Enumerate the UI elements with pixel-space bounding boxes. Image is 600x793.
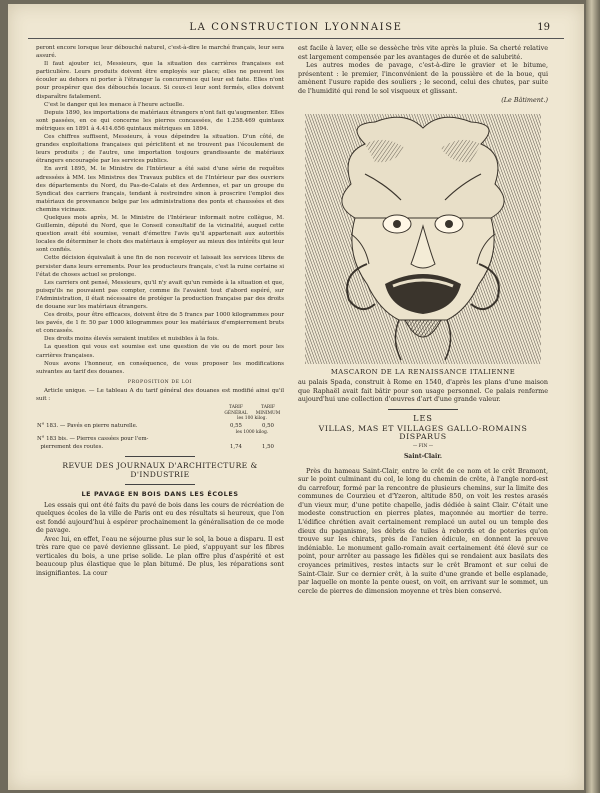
right-column — [298, 44, 548, 595]
journal-title: LA CONSTRUCTION LYONNAISE — [189, 22, 403, 33]
tariff-col-general: TARIF GÉNÉRAL — [224, 405, 248, 416]
tariff-table — [36, 405, 284, 451]
article-subtitle: — FIN — — [412, 444, 434, 450]
left-column — [36, 44, 284, 578]
mascaron-engraving — [305, 114, 541, 364]
page-edge — [586, 0, 600, 793]
tariff-unit: les 1000 kilog. — [235, 429, 269, 435]
proposition-heading: PROPOSITION DE LOI — [127, 379, 193, 385]
figure-caption: MASCARON DE LA RENAISSANCE ITALIENNE — [330, 368, 516, 377]
article-paragraph: Article unique. — Le tableau A du tarif général des douanes est modifié ainsi qu'il suit : — [36, 387, 284, 403]
series-prefix: LES — [413, 414, 433, 424]
paragraph: La question qui vous est soumise est une question de vie ou de mort pour les carrières françaises. — [36, 344, 284, 359]
paragraph: Avec lui, en effet, l'eau ne séjourne plus sur le sol, la boue a disparu. Il est très rare que ce pavé devienne glissant. Le pied, s'appuyant sur les fibres verticales du bois, a une prise solide. Le plan offre plus d'aspérité et est beaucoup plus élastique que le plan bitumé. De plus, les réparations sont insignifiantes. La cour — [36, 535, 284, 577]
article-title: LE PAVAGE EN BOIS DANS LES ÉCOLES — [81, 489, 239, 498]
table-row — [36, 435, 284, 451]
section-title: REVUE DES JOURNAUX D'ARCHITECTURE & D'INDUSTRIE — [62, 461, 258, 479]
tariff-value: 1,74 — [229, 444, 242, 451]
paragraph: Près du hameau Saint-Clair, entre le crêt de ce nom et le crêt Bramont, sur le point culminant du col, le long du chemin de crête, à l'angle nord-est du carrefour, formé par la rencontre de plusieurs chemins, sur la limite des communes de Courzieu et d'Yzeron, altitude 850, on voit les restes arasés d'un vieux mur, d'une petite chapelle, jadis dédiée à saint Clair. C'était une modeste construction en pierres plates, maçonnée au mortier de terre. L'édifice chrétien avait certainement remplacé un autel ou un temple des dieux du paganisme, les débris de tuiles à rebords et de poteries qu'on trouve sur les chirats, près de l'ancien édicule, en donnent la preuve indéniable. Le monument gallo-romain avait certainement été élevé sur ce point, pour arrêter au passage les fidèles qui se rendaient aux basilats des croyances primitives, restes intacts sur le crêt Bramont et sur celui de Saint-Clair. Sur ce dernier crêt, à la suite d'une grande et belle esplanade, par laquelle on monte la pente ouest, on voit, en arrivant sur le sommet, un cercle de pierres de dimension moyenne et très bien conservé. — [298, 466, 548, 595]
paragraph: C'est le danger qui les menace à l'heure actuelle. — [44, 101, 185, 108]
paragraph: Ces chiffres suffisent, Messieurs, à vous dépeindre la situation. D'un côté, de grandes exploitations françaises qui périclitent et ne trouvent pas l'écoulement de leurs produits ; de l'autre, une importation toujours grandissante de matériaux étrangers encouragée par les services publics. — [36, 134, 284, 165]
paragraph: Les essais qui ont été faits du pavé de bois dans les cours de récréation de quelques écoles de la ville de Paris ont eu des résultats si heureux, que l'on est fondé aujourd'hui à espérer prochainement la généralisation de ce mode de pavage. — [36, 501, 284, 535]
divider — [125, 484, 195, 485]
paragraph: Quelques mois après, M. le Ministre de l'Intérieur informait notre collègue, M. Guillemin, député du Nord, que le Conseil consultatif de la vicinalité, auquel cette question avait été soumise, venait d'émettre l'avis qu'il appartenait aux autorités locales de déterminer le choix des matériaux à employer au mieux des intérêts qui leur sont confiés. — [36, 214, 284, 254]
newspaper-page — [8, 4, 584, 790]
source-attribution: (Le Bâtiment.) — [501, 95, 548, 104]
paragraph: Cette décision équivalait à une fin de non recevoir et laissait les services libres de persister dans leurs errements. Pour les producteurs français, c'est la ruine certaine si l'état de choses actuel se prolonge. — [36, 255, 284, 278]
paragraph: En avril 1895, M. le Ministre de l'Intérieur a été saisi d'une série de requêtes adressées à MM. les Ministres des Travaux publics et de l'Intérieur par des ouvriers des départements du Nord, du Pas-de-Calais et des Ardennes, et par un groupe du Syndicat des carriers français, tendant à restreindre sinon à proscrire l'emploi des matériaux de provenance belge par les administrations des ponts et chaussées et des chemins vicinaux. — [36, 166, 284, 213]
page-number: 19 — [537, 22, 550, 33]
running-header — [28, 22, 564, 39]
divider — [388, 409, 458, 410]
paragraph: Les autres modes de pavage, c'est-à-dire le gravier et le bitume, présentent : le premier, l'inconvénient de la poussière et de la boue, qui amènent l'usure rapide des souliers ; le second, celui des chutes, par suite de l'humidité qui rend le sol visqueux et glissant. — [298, 61, 548, 95]
tariff-value: 0,50 — [261, 422, 274, 429]
paragraph: Ces droits, pour être efficaces, doivent être de 5 francs par 1000 kilogrammes pour les pavés, de 1 fr. 50 par 1000 kilogrammes pour les matériaux d'empierrement bruts et concassés. — [36, 312, 284, 335]
tariff-unit: les 100 kilog. — [237, 416, 267, 422]
place-heading: Saint-Clair. — [403, 453, 443, 461]
article-title: VILLAS, MAS ET VILLAGES GALLO-ROMAINS DISPARUS — [318, 424, 528, 442]
mascaron-illustration — [305, 114, 541, 364]
tariff-value: 0,55 — [229, 422, 242, 429]
tariff-row-label-cont: pierrement des routes. — [40, 444, 104, 451]
tariff-value: 1,50 — [261, 444, 274, 451]
paragraph: Il faut ajouter ici, Messieurs, que la situation des carrières françaises est particulière. Leurs produits doivent être employés sur place; elles ne peuvent les écouler au dehors ni porter à l'étranger la concurrence qui leur est faite. Elles n'ont pour prospérer que des débouchés locaux. Si ceux-ci leur sont fermés, elles doivent disparaître fatalement. — [36, 61, 284, 100]
divider — [125, 456, 195, 457]
caption-text: au palais Spada, construit à Rome en 1540, d'après les plans d'une maison que Raphaël avait fait bâtir pour son usage personnel. Ce palais renferme aujourd'hui une collection d'œuvres d'art d'une grande valeur. — [298, 378, 548, 404]
paragraph: est facile à laver, elle se dessèche très vite après la pluie. Sa cherté relative est largement compensée par les avantages de durée et de salubrité. — [298, 44, 548, 61]
paragraph: Des droits moins élevés seraient inutiles et nuisibles à la fois. — [44, 336, 219, 343]
tariff-row-label: N° 183. — Pavés en pierre naturelle. — [37, 422, 138, 429]
tariff-col-minimum: TARIF MINIMUM — [255, 405, 281, 416]
paragraph: Depuis 1890, les importations de matériaux étrangers n'ont fait qu'augmenter. Elles sont passées, en ce qui concerne les pierres concassées, de 1.258.469 quintaux métriques en 1891 à 4.414.656 quintaux métriques en 1894. — [36, 109, 284, 132]
paragraph: Les carriers ont pensé, Messieurs, qu'il n'y avait qu'un remède à la situation et que, puisqu'ils ne pouvaient pas compter, comme ils l'avaient tout d'abord espéré, sur l'Administration, il était nécessaire de protéger la production française par des droits de douane sur les matériaux étrangers. — [36, 279, 284, 310]
paragraph: peront encore lorsque leur débouché naturel, c'est-à-dire le marché français, leur sera assuré. — [36, 45, 284, 60]
table-row — [36, 422, 284, 430]
paragraph: Nous avons l'honneur, en conséquence, de vous proposer les modifications suivantes au tarif des douanes. — [36, 360, 284, 375]
tariff-row-label: N° 183 bis. — Pierres cassées pour l'em- — [37, 436, 149, 443]
